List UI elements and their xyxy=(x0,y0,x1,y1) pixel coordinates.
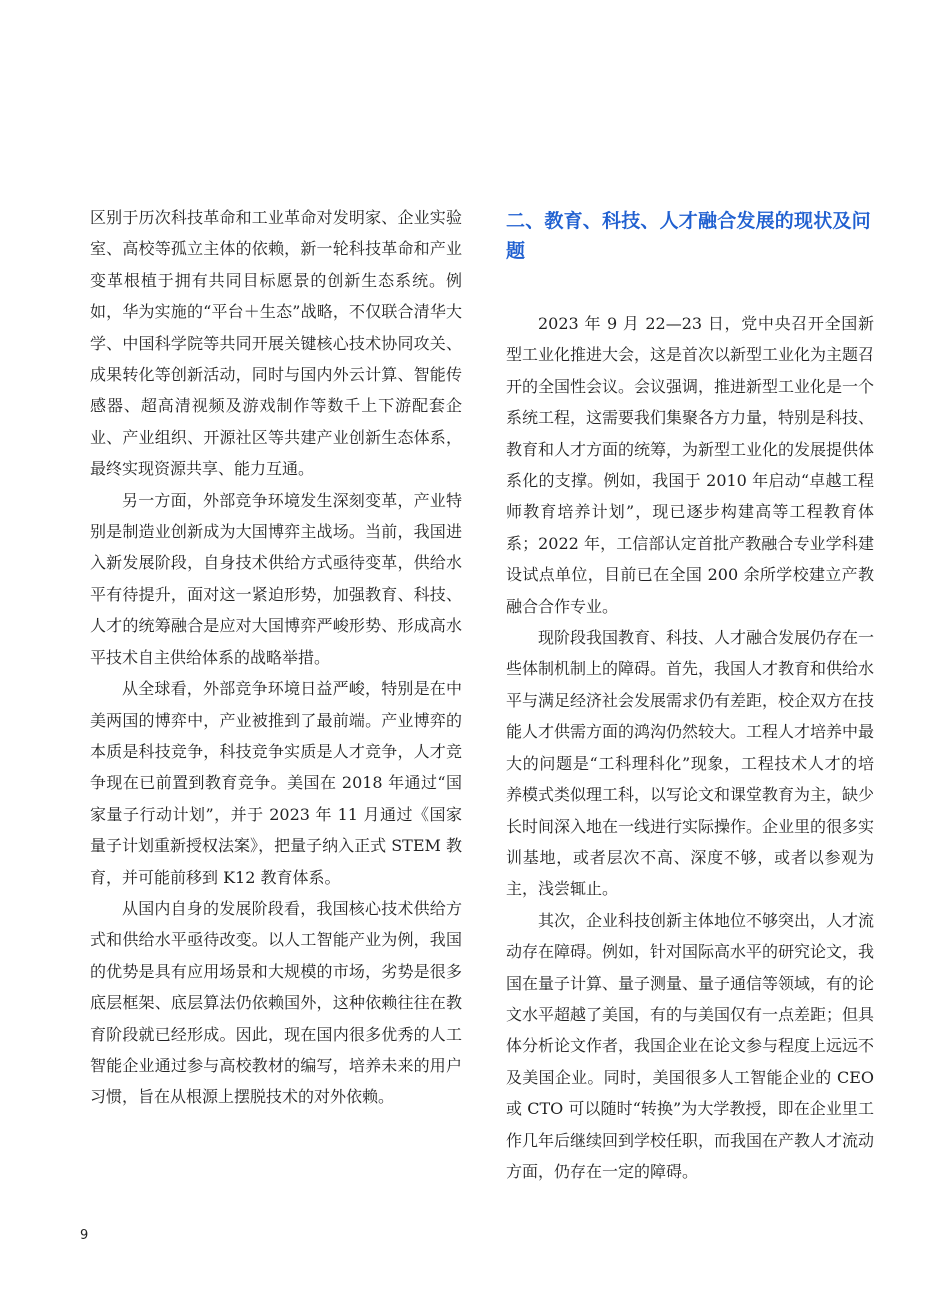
body-paragraph: 从国内自身的发展阶段看，我国核心技术供给方式和供给水平亟待改变。以人工智能产业为例，我国的优势是具有应用场景和大规模的市场，劣势是很多底层框架、底层算法仍依赖国外，这种依赖往往在教育阶段就已经形成。因此，现在国内很多优秀的人工智能企业通过参与高校教材的编写，培养未来的用户习惯，旨在从根源上摆脱技术的对外依赖。 xyxy=(90,898,462,1107)
body-paragraph: 2023 年 9 月 22—23 日，党中央召开全国新型工业化推进大会，这是首次以新型工业化为主题召开的全国性会议。会议强调，推进新型工业化是一个系统工程，这需要我们集聚各方力量，特别是科技、教育和人才方面的统筹，为新型工业化的发展提供体系化的支撑。例如，我国于 2010 年启动“卓越工程师教育培养计划”，现已逐步构建高等工程教育体系；2022 年，工信部认定首批产教融合专业学科建设试点单位，目前已在全国 200 余所学校建立产教融合合作专业。 xyxy=(506,314,875,616)
body-paragraph: 现阶段我国教育、科技、人才融合发展仍存在一些体制机制上的障碍。首先，我国人才教育和供给水平与满足经济社会发展需求仍有差距，校企双方在技能人才供需方面的鸿沟仍然较大。工程人才培养中最大的问题是“工科理科化”现象，工程技术人才的培养模式类似理工科，以写论文和课堂教育为主，缺少长时间深入地在一线进行实际操作。企业里的很多实训基地，或者层次不高、深度不够，或者以参观为主，浅尝辄止。 xyxy=(506,628,875,899)
body-paragraph: 其次，企业科技创新主体地位不够突出，人才流动存在障碍。例如，针对国际高水平的研究论文，我国在量子计算、量子测量、量子通信等领域，有的论文水平超越了美国，有的与美国仅有一点差距；但具体分析论文作者，我国企业在论文参与程度上远远不及美国企业。同时，美国很多人工智能企业的 CEO 或 CTO 可以随时“转换”为大学教授，即在企业里工作几年后继续回到学校任职，而我国在产教人才流动方面，仍存在一定的障碍。 xyxy=(506,910,875,1181)
right-column xyxy=(506,202,874,1187)
body-paragraph: 从全球看，外部竞争环境日益严峻，特别是在中美两国的博弈中，产业被推到了最前端。产业博弈的本质是科技竞争，科技竞争实质是人才竞争，人才竞争现在已前置到教育竞争。美国在 2018 年通过“国家量子行动计划”，并于 2023 年 11 月通过《国家量子计划重新授权法案》，把量子纳入正式 STEM 教育，并可能前移到 K12 教育体系。 xyxy=(90,679,462,887)
heading-spacer xyxy=(506,266,874,308)
page-number: 9 xyxy=(80,1228,89,1243)
body-paragraph: 另一方面，外部竞争环境发生深刻变革，产业特别是制造业创新成为大国博弈主战场。当前，我国进入新发展阶段，自身技术供给方式亟待变革，供给水平有待提升，面对这一紧迫形势，加强教育、科技、人才的统筹融合是应对大国博弈严峻形势、形成高水平技术自主供给体系的战略举措。 xyxy=(90,490,462,667)
left-column xyxy=(90,202,462,1113)
body-paragraph: 区别于历次科技革命和工业革命对发明家、企业实验室、高校等孤立主体的依赖，新一轮科技革命和产业变革根植于拥有共同目标愿景的创新生态系统。例如，华为实施的“平台＋生态”战略，不仅联合清华大学、中国科学院等共同开展关键核心技术协同攻关、成果转化等创新活动，同时与国内外云计算、智能传感器、超高清视频及游戏制作等数千上下游配套企业、产业组织、开源社区等共建产业创新生态体系，最终实现资源共享、能力互通。 xyxy=(90,208,462,479)
section-heading: 二、教育、科技、人才融合发展的现状及问题 xyxy=(506,210,871,262)
